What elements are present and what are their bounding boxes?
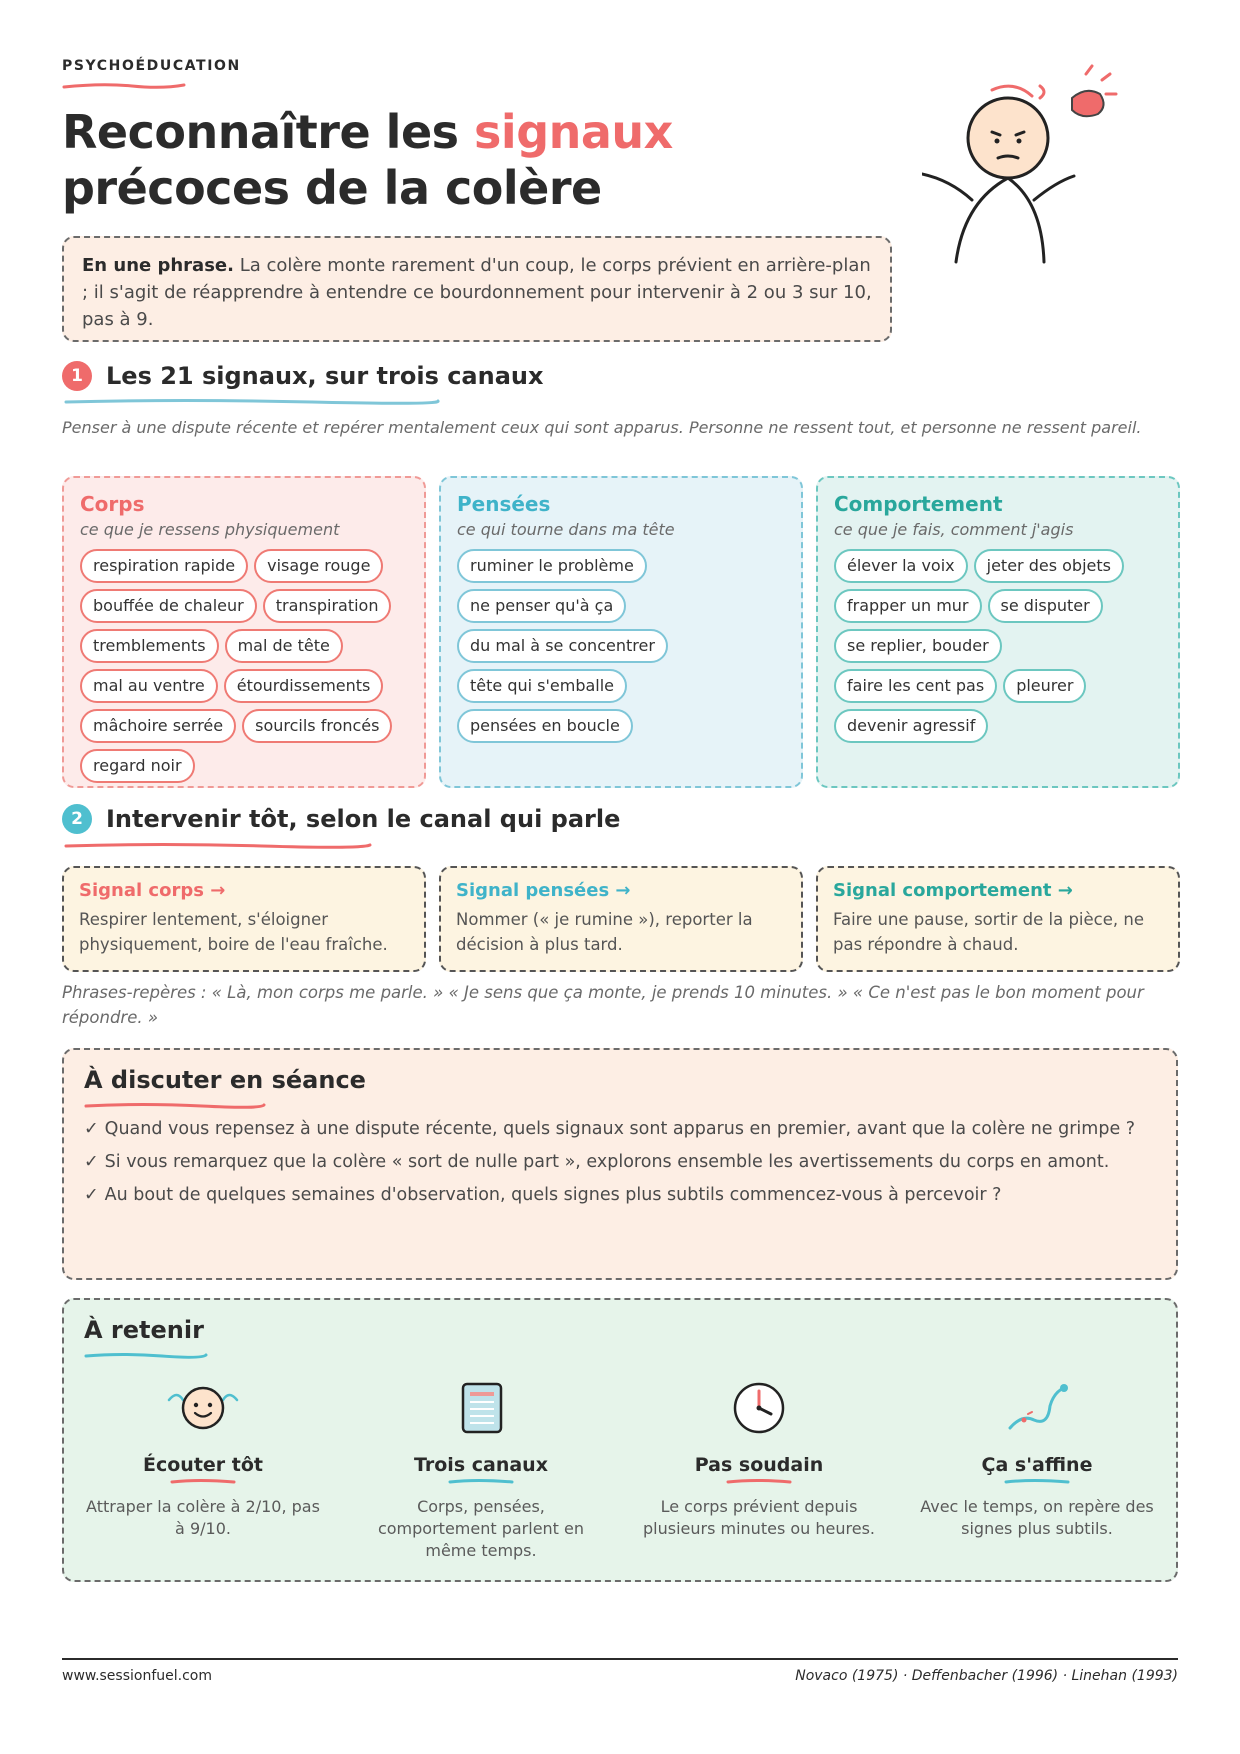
question-item <box>84 1149 1156 1176</box>
signal-chip: mâchoire serrée <box>80 709 236 743</box>
question-list <box>84 1116 1156 1209</box>
signal-chip: respiration rapide <box>80 549 248 583</box>
check-icon: ✓ <box>84 1152 99 1172</box>
kicker-underline <box>62 82 186 90</box>
footer-divider <box>62 1658 1178 1660</box>
signal-card-title: Signal pensées → <box>456 880 631 901</box>
takeaway-item <box>342 1378 620 1562</box>
question-text: Au bout de quelques semaines d'observation, quels signes plus subtils commencez-vous à percevoir ? <box>104 1185 1002 1205</box>
signal-card-body: Respirer lentement, s'éloigner physiquement, boire de l'eau fraîche. <box>79 910 388 954</box>
footer-references: Novaco (1975) · Deffenbacher (1996) · Linehan (1993) <box>795 1668 1178 1684</box>
section1-number: 1 <box>62 361 92 391</box>
signal-chip: se disputer <box>988 589 1103 623</box>
channel-title: Comportement <box>834 492 1003 516</box>
signal-chip: mal de tête <box>225 629 343 663</box>
takeaway-title: Ça s'affine <box>981 1454 1093 1476</box>
title-part1: Reconnaître les <box>62 105 475 159</box>
channel-title: Corps <box>80 492 145 516</box>
signal-card-body: Faire une pause, sortir de la pièce, ne pas répondre à chaud. <box>833 910 1144 954</box>
stick-figure-illustration <box>922 62 1182 302</box>
signal-chip: tremblements <box>80 629 219 663</box>
discussion-title: À discuter en séance <box>84 1066 366 1094</box>
signal-chip: bouffée de chaleur <box>80 589 257 623</box>
key-phrases: Phrases-repères : « Là, mon corps me parle. » « Je sens que ça monte, je prends 10 minutes. » « Ce n'est pas le bon moment pour répondre. » <box>62 983 1144 1027</box>
section1-intro: Penser à une dispute récente et repérer mentalement ceux qui sont apparus. Personne ne ressent tout, et personne ne ressent pareil. <box>62 418 1142 437</box>
channel-subtitle: ce que je fais, comment j'agis <box>834 520 1074 539</box>
takeaways-underline <box>82 1352 210 1360</box>
signal-chip: pleurer <box>1003 669 1086 703</box>
chip-list <box>80 549 408 783</box>
smiley-face-icon <box>163 1378 243 1438</box>
signal-card-title: Signal corps → <box>79 880 226 901</box>
signal-chip: pensées en boucle <box>457 709 633 743</box>
page-title <box>62 104 673 216</box>
chip-list <box>457 549 785 743</box>
signal-chip: du mal à se concentrer <box>457 629 668 663</box>
signal-chip: ruminer le problème <box>457 549 647 583</box>
channel-title: Pensées <box>457 492 551 516</box>
takeaway-title: Pas soudain <box>694 1454 824 1476</box>
takeaway-item <box>620 1378 898 1562</box>
takeaway-desc: Avec le temps, on repère des signes plus subtils. <box>920 1497 1154 1538</box>
section2-heading <box>62 804 620 834</box>
section1-underline <box>62 398 442 406</box>
clock-icon <box>729 1378 789 1438</box>
signal-chip: se replier, bouder <box>834 629 1002 663</box>
discussion-underline <box>82 1102 268 1110</box>
summary-box <box>62 236 892 342</box>
section1-heading <box>62 361 543 391</box>
title-part2: précoces de la colère <box>62 161 602 215</box>
question-item <box>84 1116 1156 1143</box>
section1-title: Les 21 signaux, sur trois canaux <box>106 362 544 390</box>
page <box>62 0 1178 1754</box>
signal-chip: visage rouge <box>254 549 383 583</box>
question-item <box>84 1182 1156 1209</box>
check-icon: ✓ <box>84 1119 99 1139</box>
channel-corps <box>62 476 426 788</box>
signal-chip: frapper un mur <box>834 589 982 623</box>
takeaways-title: À retenir <box>84 1316 204 1344</box>
takeaway-title: Écouter tôt <box>143 1454 263 1476</box>
signal-chip: regard noir <box>80 749 195 783</box>
channel-subtitle: ce qui tourne dans ma tête <box>457 520 675 539</box>
kicker: PSYCHOÉDUCATION <box>62 58 241 74</box>
signal-chip: transpiration <box>263 589 392 623</box>
signal-chip: faire les cent pas <box>834 669 997 703</box>
channel-pensees <box>439 476 803 788</box>
angry-bubble-icon <box>1072 91 1104 116</box>
takeaway-item <box>64 1378 342 1562</box>
signal-chip: jeter des objets <box>974 549 1124 583</box>
signal-card-body: Nommer (« je rumine »), reporter la décision à plus tard. <box>456 910 753 954</box>
signal-chip: élever la voix <box>834 549 968 583</box>
summary-text: La colère monte rarement d'un coup, le corps prévient en arrière-plan ; il s'agit de réapprendre à entendre ce bourdonnement pour intervenir à 2 ou 3 sur 10, pas à 9. <box>82 255 872 330</box>
check-icon: ✓ <box>84 1185 99 1205</box>
signal-chip: devenir agressif <box>834 709 988 743</box>
signal-chip: étourdissements <box>224 669 384 703</box>
takeaway-items <box>64 1378 1176 1562</box>
section2-number: 2 <box>62 804 92 834</box>
signal-card-comportement <box>816 866 1180 972</box>
takeaway-title: Trois canaux <box>414 1454 548 1476</box>
takeaway-desc: Le corps prévient depuis plusieurs minutes ou heures. <box>643 1497 875 1538</box>
signal-card-title: Signal comportement → <box>833 880 1073 901</box>
channel-comportement <box>816 476 1180 788</box>
signal-chip: tête qui s'emballe <box>457 669 627 703</box>
question-text: Quand vous repensez à une dispute récente, quels signaux sont apparus en premier, avant que la colère ne grimpe ? <box>104 1119 1136 1139</box>
discussion-box <box>62 1048 1178 1280</box>
question-text: Si vous remarquez que la colère « sort de nulle part », explorons ensemble les avertissements du corps en amont. <box>104 1152 1110 1172</box>
footer-website-link[interactable]: www.sessionfuel.com <box>62 1668 212 1684</box>
summary-lead: En une phrase. <box>82 255 234 276</box>
notepad-icon <box>451 1378 511 1438</box>
title-accent: signaux <box>474 105 673 159</box>
takeaway-desc: Corps, pensées, comportement parlent en même temps. <box>377 1497 585 1560</box>
channel-subtitle: ce que je ressens physiquement <box>80 520 340 539</box>
face <box>968 98 1048 178</box>
takeaways-box <box>62 1298 1178 1582</box>
takeaway-desc: Attraper la colère à 2/10, pas à 9/10. <box>86 1497 320 1538</box>
section2-title: Intervenir tôt, selon le canal qui parle <box>106 805 621 833</box>
takeaway-item <box>898 1378 1176 1562</box>
signal-card-corps <box>62 866 426 972</box>
chip-list <box>834 549 1162 743</box>
rising-curve-icon <box>1002 1378 1072 1438</box>
signal-card-pensees <box>439 866 803 972</box>
signal-chip: mal au ventre <box>80 669 218 703</box>
signal-chip: sourcils froncés <box>242 709 392 743</box>
signal-chip: ne penser qu'à ça <box>457 589 626 623</box>
section2-underline <box>62 842 374 850</box>
